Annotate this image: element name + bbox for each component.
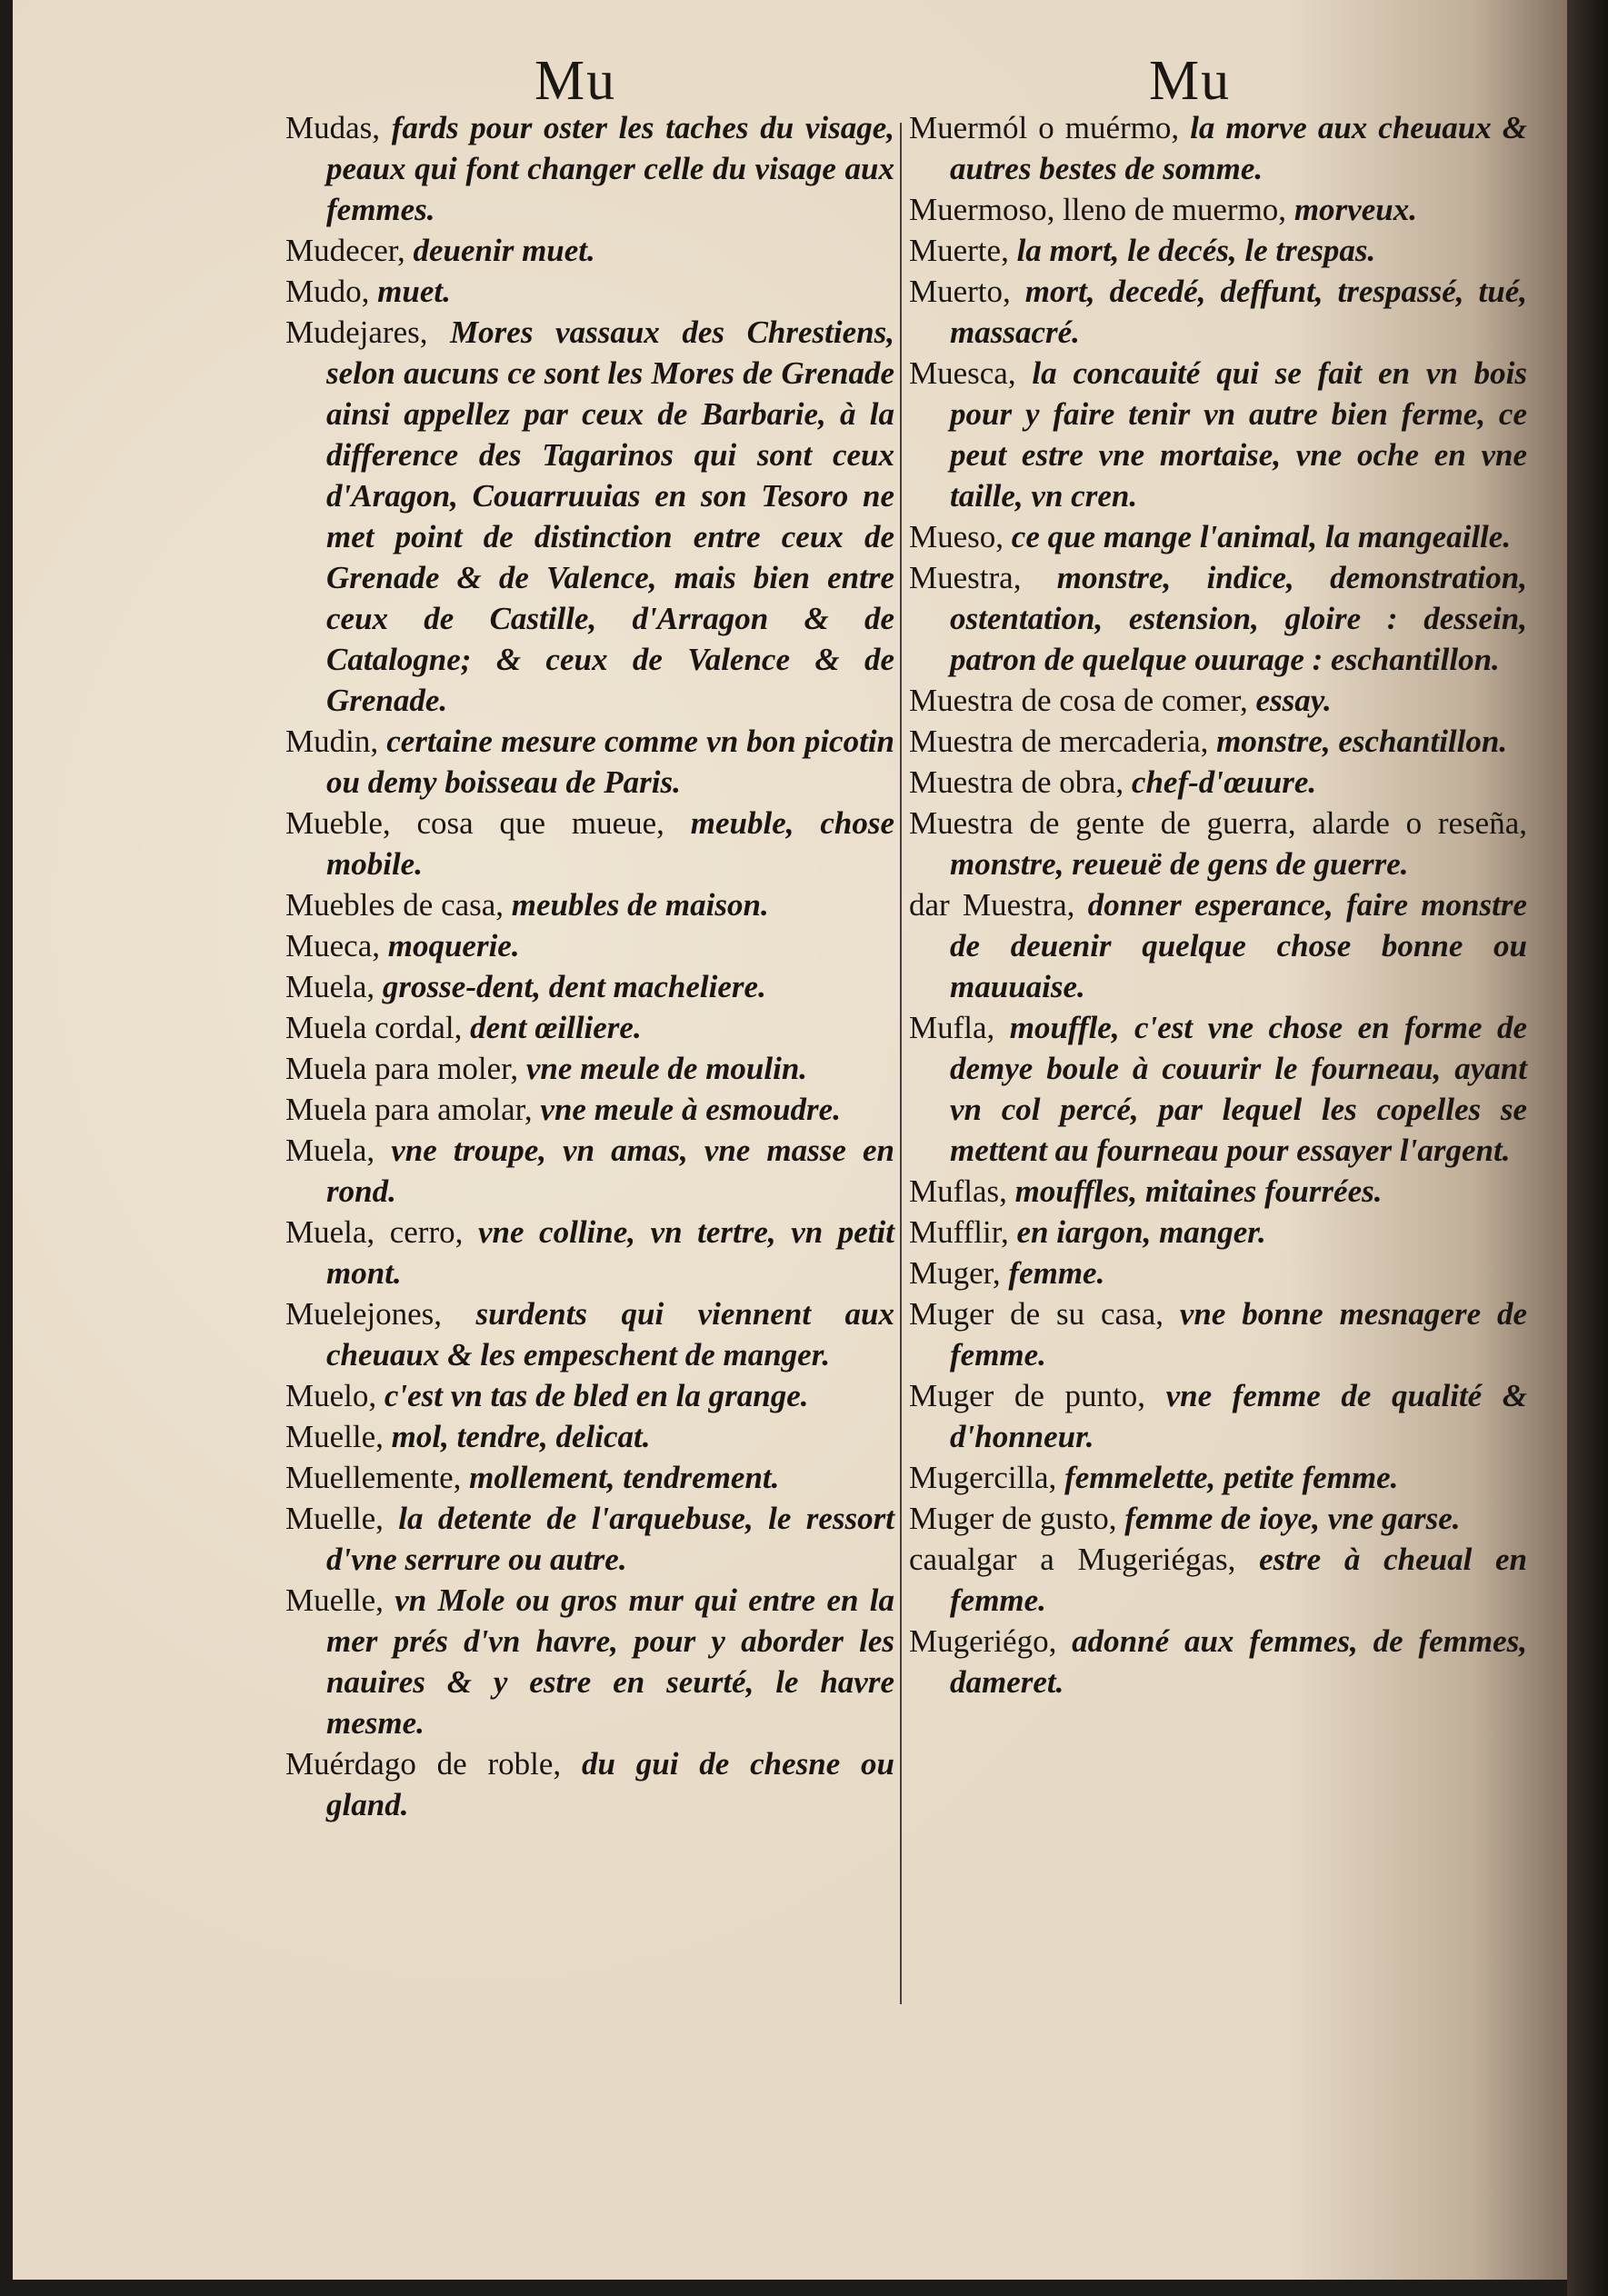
entry-translation: c'est vn tas de bled en la grange. [384,1378,809,1413]
entry-translation: ce que mange l'animal, la mangeaille. [1011,519,1512,554]
entry-translation: mouffles, mitaines fourrées. [1014,1173,1383,1209]
entry-translation: fards pour oster les taches du visage, peaux qui font changer celle du visage aux femmes. [326,110,894,227]
dictionary-entry [909,516,1527,557]
entry-translation: vn Mole ou gros mur qui entre en la mer prés d'vn havre, pour y aborder les nauires & y estre en seurté, le havre mesme. [326,1582,894,1741]
entry-translation: femmelette, petite femme. [1064,1460,1399,1495]
dictionary-entry [909,1171,1527,1212]
dictionary-entry [909,1007,1527,1171]
entry-headword: dar Muestra, [909,887,1075,923]
entry-translation: surdents qui viennent aux cheuaux & les empeschent de manger. [326,1296,895,1373]
entry-headword: Muger, [909,1255,1001,1291]
entry-translation: mort, decedé, deffunt, trespassé, tué, massacré. [950,274,1528,350]
entry-headword: Muelle, [285,1419,384,1454]
entry-headword: Mudo, [285,274,370,309]
dictionary-entry [909,107,1527,189]
dictionary-entry [909,680,1527,721]
entry-translation: en iargon, manger. [1016,1214,1266,1250]
entry-translation: chef-d'œuure. [1131,764,1317,800]
entry-headword: Muelle, [285,1501,384,1536]
entry-translation: morveux. [1293,192,1417,227]
entry-headword: Mueso, [909,519,1004,554]
left-column [285,107,894,1825]
entry-translation: Mores vassaux des Chrestiens, selon aucuns ce sont les Mores de Grenade ainsi appellez par ceux de Barbarie, à la difference des Tagarinos qui sont ceux d'Aragon, Couarruuias en son Tesoro ne met point de distinction entre ceux de Grenade & de Valence, mais bien entre ceux de Castille, d'Arragon & de Catalogne; & ceux de Valence & de Grenade. [326,314,894,718]
entry-headword: Muelo, [285,1378,377,1413]
entry-headword: Muela, cerro, [285,1214,464,1250]
dictionary-entry [909,1293,1527,1375]
entry-translation: la detente de l'arquebuse, le ressort d'vne serrure ou autre. [326,1501,895,1577]
entry-translation: adonné aux femmes, de femmes, dameret. [950,1623,1527,1700]
entry-headword: Muelejones, [285,1296,443,1332]
entry-translation: monstre, reueuë de gens de guerre. [950,846,1409,882]
entry-translation: la mort, le decés, le trespas. [1016,233,1376,268]
entry-translation: donner esperance, faire monstre de deuenir quelque chose bonne ou mauuaise. [950,887,1527,1004]
entry-translation: certaine mesure comme vn bon picotin ou demy boisseau de Paris. [326,724,895,800]
dictionary-entry [909,884,1527,1007]
entry-headword: Muela cordal, [285,1010,463,1045]
entry-headword: Muela, [285,969,375,1004]
dictionary-entry [909,1457,1527,1498]
entry-headword: Muger de su casa, [909,1296,1164,1332]
right-column [909,107,1527,1702]
dictionary-entry [909,353,1527,516]
dictionary-entry [909,230,1527,271]
dictionary-entry [285,1416,894,1457]
dictionary-entry [909,762,1527,803]
entry-headword: Mueca, [285,928,380,963]
entry-headword: Mufflir, [909,1214,1009,1250]
entry-translation: estre à cheual en femme. [950,1542,1528,1618]
entry-translation: grosse-dent, dent macheliere. [382,969,766,1004]
dictionary-entry [285,1007,894,1048]
dictionary-entry [285,230,894,271]
entry-headword: Muelle, [285,1582,384,1618]
entry-translation: monstre, indice, demonstration, ostentation, estension, gloire : dessein, patron de quelque ouurage : eschantillon. [950,560,1527,677]
running-head-right: Mu [1149,50,1232,112]
entry-headword: Muela, [285,1133,375,1168]
entry-headword: Muerto, [909,274,1011,309]
entry-translation: mouffle, c'est vne chose en forme de demye boule à couurir le fourneau, ayant vn col percé, par lequel les copelles se mettent au fourneau pour essayer l'argent. [950,1010,1527,1168]
dictionary-entry [285,1375,894,1416]
entry-headword: Muestra, [909,560,1022,595]
dictionary-entry [285,884,894,925]
entry-headword: Mudecer, [285,233,405,268]
column-rule [900,123,902,2004]
entry-translation: vne troupe, vn amas, vne masse en rond. [326,1133,895,1209]
dictionary-entry [909,1212,1527,1253]
entry-headword: Mugeriégo, [909,1623,1057,1659]
entry-headword: Mudejares, [285,314,428,350]
entry-headword: Muestra de mercaderia, [909,724,1209,759]
entry-translation: vne bonne mesnagere de femme. [950,1296,1527,1373]
entry-headword: Muesca, [909,355,1016,391]
dictionary-entry [285,1498,894,1580]
entry-headword: Mudin, [285,724,379,759]
dictionary-entry [285,966,894,1007]
entry-translation: dent œilliere. [470,1010,642,1045]
entry-translation: mollement, tendrement. [469,1460,780,1495]
entry-translation: moquerie. [387,928,520,963]
dictionary-entry [285,721,894,803]
entry-headword: Muebles de casa, [285,887,504,923]
entry-headword: caualgar a Mugeriégas, [909,1542,1236,1577]
entry-translation: vne meule de moulin. [525,1051,808,1086]
entry-headword: Muerte, [909,233,1009,268]
entry-translation: meuble, chose mobile. [326,805,895,882]
dictionary-entry [285,312,894,721]
dictionary-entry [909,721,1527,762]
entry-translation: femme. [1008,1255,1105,1291]
entry-headword: Muérdago de roble, [285,1746,562,1782]
dictionary-entry [909,1539,1527,1621]
dictionary-entry [285,1743,894,1825]
entry-headword: Muflas, [909,1173,1007,1209]
entry-headword: Muger de punto, [909,1378,1145,1413]
dictionary-entry [285,803,894,884]
dictionary-entry [285,1580,894,1743]
dictionary-page [13,0,1567,2280]
entry-headword: Muger de gusto, [909,1501,1117,1536]
entry-headword: Muermól o muérmo, [909,110,1180,145]
entry-headword: Muela para moler, [285,1051,519,1086]
entry-translation: essay. [1255,683,1332,718]
entry-translation: vne meule à esmoudre. [540,1092,841,1127]
dictionary-entry [909,803,1527,884]
dictionary-entry [285,1212,894,1293]
entry-headword: Mufla, [909,1010,995,1045]
entry-headword: Mugercilla, [909,1460,1057,1495]
entry-translation: du gui de chesne ou gland. [326,1746,895,1822]
dictionary-entry [909,189,1527,230]
dictionary-entry [909,1253,1527,1293]
dictionary-entry [285,1089,894,1130]
entry-translation: meubles de maison. [511,887,769,923]
dictionary-entry [285,1048,894,1089]
entry-headword: Mueble, cosa que mueue, [285,805,664,841]
entry-translation: muet. [377,274,451,309]
entry-translation: mol, tendre, delicat. [391,1419,651,1454]
dictionary-entry [909,557,1527,680]
dictionary-entry [909,1498,1527,1539]
entry-translation: la concauité qui se fait en vn bois pour y faire tenir vn autre bien ferme, ce peut estre vne mortaise, vne oche en vne taille, vn cren. [950,355,1528,514]
entry-translation: vne colline, vn tertre, vn petit mont. [326,1214,895,1291]
entry-translation: la morve aux cheuaux & autres bestes de somme. [950,110,1528,186]
dictionary-entry [909,1621,1527,1702]
entry-headword: Muermoso, lleno de muermo, [909,192,1287,227]
dictionary-entry [285,1457,894,1498]
entry-translation: femme de ioye, vne garse. [1124,1501,1461,1536]
entry-headword: Muestra de obra, [909,764,1124,800]
entry-headword: Muellemente, [285,1460,462,1495]
running-head-left: Mu [534,50,617,112]
entry-translation: monstre, eschantillon. [1216,724,1508,759]
dictionary-entry [909,1375,1527,1457]
entry-headword: Muestra de gente de guerra, alarde o reseña, [909,805,1527,841]
dictionary-entry [285,107,894,230]
entry-translation: vne femme de qualité & d'honneur. [950,1378,1528,1454]
entry-translation: deuenir muet. [413,233,595,268]
dictionary-entry [285,1130,894,1212]
entry-headword: Muela para amolar, [285,1092,533,1127]
entry-headword: Mudas, [285,110,381,145]
dictionary-entry [909,271,1527,353]
page-edge-shadow [1567,0,1608,2296]
dictionary-entry [285,271,894,312]
dictionary-entry [285,1293,894,1375]
entry-headword: Muestra de cosa de comer, [909,683,1248,718]
dictionary-entry [285,925,894,966]
